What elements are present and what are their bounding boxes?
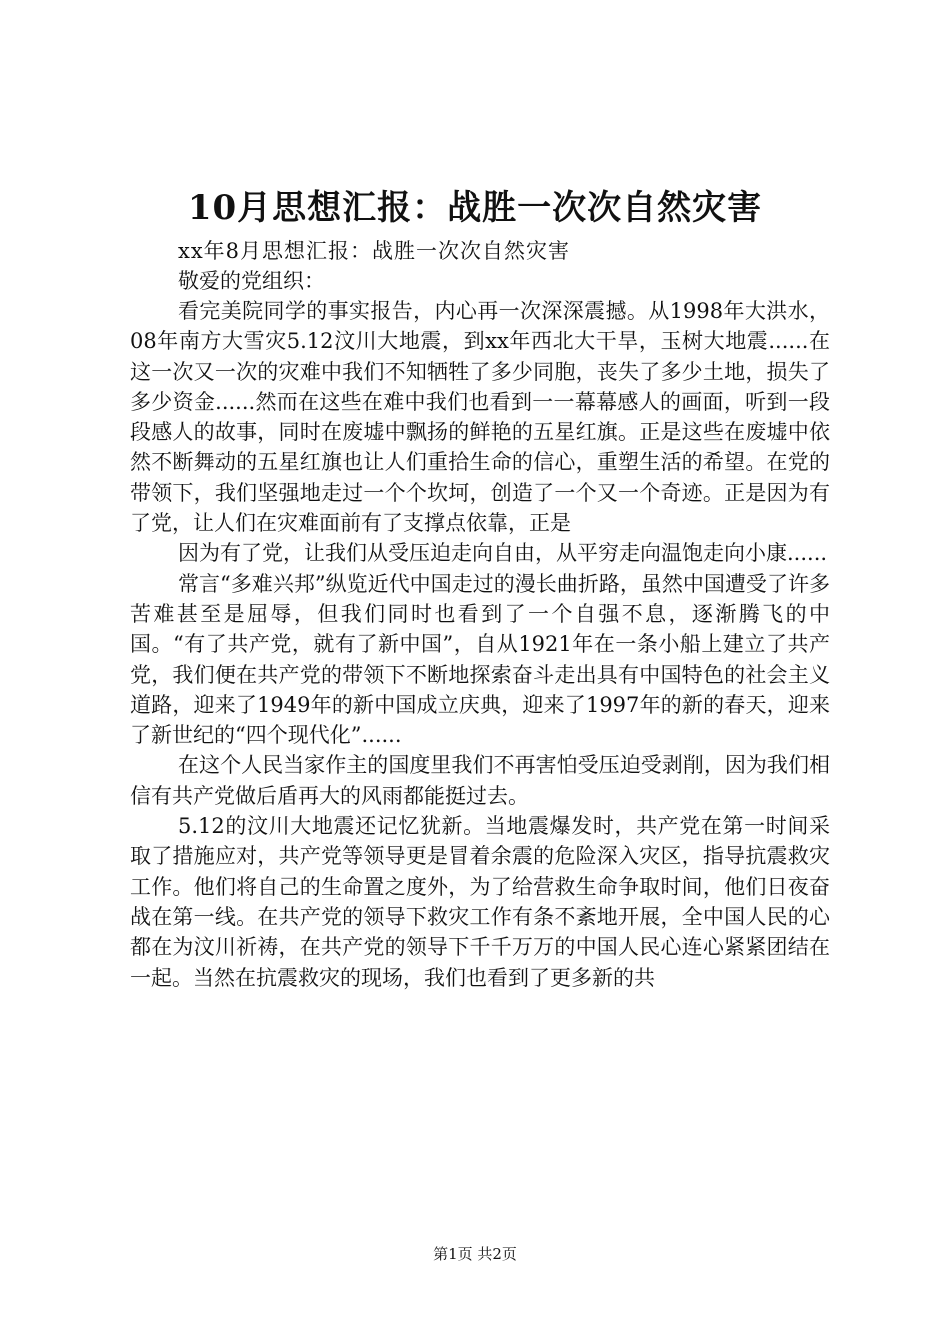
document-body — [130, 236, 830, 993]
paragraph-2: 因为有了党，让我们从受压迫走向自由，从平穷走向温饱走向小康...... — [178, 541, 828, 566]
salutation: 敬爱的党组织： — [178, 269, 325, 293]
paragraph-5: 5.12的汶川大地震还记忆犹新。当地震爆发时，共产党在第一时间采取了措施应对，共产党等领导更是冒着余震的危险深入灾区，指导抗震救灾工作。他们将自己的生命置之度外，为了给营救生命争取时间，他们日夜奋战在第一线。在共产党的领导下救灾工作有条不紊地开展，全中国人民的心都在为汶川祈祷，在共产党的领导下千千万万的中国人民心连心紧紧团结在一起。当然在抗震救灾的现场，我们也看到了更多新的共 — [130, 814, 830, 990]
document-title: 10月思想汇报：战胜一次次自然灾害 — [187, 188, 763, 228]
paragraph-4: 在这个人民当家作主的国度里我们不再害怕受压迫受剥削，因为我们相信有共产党做后盾再大的风雨都能挺过去。 — [130, 753, 830, 808]
paragraph-3: 常言“多难兴邦”纵览近代中国走过的漫长曲折路，虽然中国遭受了许多苦难甚至是屈辱，但我们同时也看到了一个自强不息，逐渐腾飞的中国。“有了共产党，就有了新中国”，自从1921年在一条小船上建立了共产党，我们便在共产党的带领下不断地探索奋斗走出具有中国特色的社会主义道路，迎来了1949年的新中国成立庆典，迎来了1997年的新的春天，迎来了新世纪的“四个现代化”...... — [130, 571, 830, 748]
paragraph-1: 看完美院同学的事实报告，内心再一次深深震撼。从1998年大洪水，08年南方大雪灾5.12汶川大地震，到xx年西北大干旱，玉树大地震......在这一次又一次的灾难中我们不知牺牲了多少同胞，丧失了多少土地，损失了多少资金......然而在这些在难中我们也看到一一幕幕感人的画面，听到一段段感人的故事，同时在废墟中飘扬的鲜艳的五星红旗。正是这些在废墟中依然不断舞动的五星红旗也让人们重拾生命的信心，重塑生活的希望。在党的带领下，我们坚强地走过一个个坎坷，创造了一个又一个奇迹。正是因为有了党，让人们在灾难面前有了支撑点依靠，正是 — [130, 299, 830, 536]
document-subtitle: xx年8月思想汇报：战胜一次次自然灾害 — [178, 239, 571, 263]
page-footer: 第1页 共2页 — [433, 1245, 517, 1263]
